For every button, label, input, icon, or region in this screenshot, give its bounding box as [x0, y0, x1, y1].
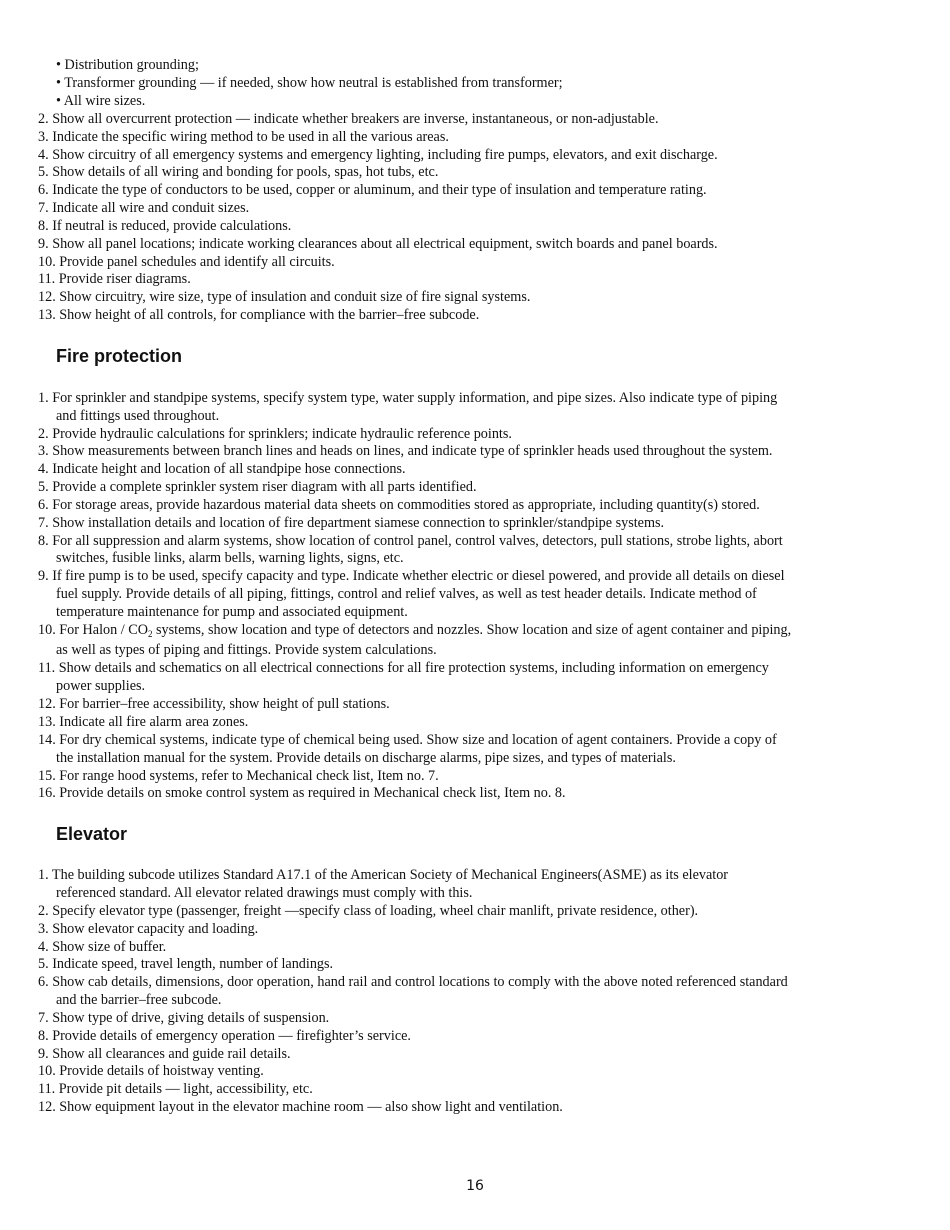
list-item: 1. The building subcode utilizes Standard A17.1 of the American Society of Mechanical Engineers(ASME) as its elevator — [38, 867, 729, 883]
list-item: 9. If fire pump is to be used, specify capacity and type. Indicate whether electric or diesel powered, and provide all details on diesel — [38, 568, 785, 584]
list-item: 12. Show equipment layout in the elevator machine room — also show light and ventilation. — [38, 1099, 563, 1115]
section-heading-fire-protection: Fire protection — [56, 346, 183, 366]
list-item: 8. If neutral is reduced, provide calculations. — [38, 218, 292, 234]
list-item: 5. Show details of all wiring and bonding for pools, spas, hot tubs, etc. — [38, 164, 439, 180]
list-item: 3. Show measurements between branch lines and heads on lines, and indicate type of sprinkler heads used throughout the system. — [38, 443, 773, 459]
list-item: 4. Show size of buffer. — [38, 939, 167, 955]
bullet-item: • All wire sizes. — [56, 93, 146, 109]
list-item-continuation: power supplies. — [56, 678, 146, 694]
list-item: 6. Show cab details, dimensions, door operation, hand rail and control locations to comply with the above noted referenced standard — [38, 974, 788, 990]
list-item: 2. Specify elevator type (passenger, freight —specify class of loading, wheel chair manlift, private residence, other). — [38, 903, 699, 919]
list-item: 14. For dry chemical systems, indicate type of chemical being used. Show size and location of agent containers. Provide a copy of — [38, 732, 777, 748]
list-item-continuation: switches, fusible links, alarm bells, warning lights, signs, etc. — [56, 550, 404, 566]
list-item: 13. Show height of all controls, for compliance with the barrier–free subcode. — [38, 307, 480, 323]
list-item: 8. Provide details of emergency operation — firefighter’s service. — [38, 1028, 411, 1044]
list-item: 8. For all suppression and alarm systems, show location of control panel, control valves, detectors, pull stations, strobe lights, abort — [38, 533, 783, 549]
list-item: 16. Provide details on smoke control system as required in Mechanical check list, Item no. 8. — [38, 785, 566, 801]
list-item: 9. Show all panel locations; indicate working clearances about all electrical equipment, switch boards and panel boards. — [38, 236, 718, 252]
list-item: 2. Show all overcurrent protection — indicate whether breakers are inverse, instantaneous, or non-adjustable. — [38, 111, 659, 127]
list-item: 7. Indicate all wire and conduit sizes. — [38, 200, 250, 216]
bullet-item: • Distribution grounding; — [56, 57, 199, 73]
list-item-continuation: temperature maintenance for pump and associated equipment. — [56, 604, 408, 620]
list-item: 15. For range hood systems, refer to Mechanical check list, Item no. 7. — [38, 768, 439, 784]
list-item: 11. Provide riser diagrams. — [38, 271, 191, 287]
subscript: 2 — [147, 629, 153, 639]
list-item — [38, 621, 791, 643]
list-item-continuation: the installation manual for the system. Provide details on discharge alarms, pipe sizes, and types of materials. — [56, 750, 676, 766]
list-item: 6. For storage areas, provide hazardous material data sheets on commodities stored as appropriate, including quantity(s) stored. — [38, 497, 760, 513]
list-item: 5. Indicate speed, travel length, number of landings. — [38, 956, 334, 972]
list-item: 7. Show installation details and location of fire department siamese connection to sprinkler/standpipe systems. — [38, 515, 665, 531]
list-item-text: 10. For Halon / CO — [38, 622, 148, 638]
section-heading-elevator: Elevator — [56, 824, 128, 844]
list-item: 11. Show details and schematics on all electrical connections for all fire protection systems, including information on emergency — [38, 660, 769, 676]
list-item: 10. Provide details of hoistway venting. — [38, 1063, 264, 1079]
list-item: 3. Indicate the specific wiring method to be used in all the various areas. — [38, 129, 449, 145]
list-item: 3. Show elevator capacity and loading. — [38, 921, 259, 937]
list-item-continuation: as well as types of piping and fittings. Provide system calculations. — [56, 642, 437, 658]
list-item: 10. Provide panel schedules and identify all circuits. — [38, 254, 335, 270]
list-item-text: systems, show location and type of detectors and nozzles. Show location and size of agent container and piping, — [152, 622, 792, 638]
list-item-continuation: and fittings used throughout. — [56, 408, 220, 424]
page-number: 16 — [466, 1178, 484, 1194]
list-item: 9. Show all clearances and guide rail details. — [38, 1046, 291, 1062]
list-item: 13. Indicate all fire alarm area zones. — [38, 714, 249, 730]
list-item: 4. Show circuitry of all emergency systems and emergency lighting, including fire pumps, elevators, and exit discharge. — [38, 147, 718, 163]
list-item: 11. Provide pit details — light, accessibility, etc. — [38, 1081, 313, 1097]
list-item: 1. For sprinkler and standpipe systems, specify system type, water supply information, and pipe sizes. Also indicate type of piping — [38, 390, 778, 406]
list-item-continuation: referenced standard. All elevator related drawings must comply with this. — [56, 885, 473, 901]
list-item: 5. Provide a complete sprinkler system riser diagram with all parts identified. — [38, 479, 477, 495]
list-item-continuation: fuel supply. Provide details of all piping, fittings, control and relief valves, as well as test header details. Indicate method of — [56, 586, 757, 602]
list-item: 12. Show circuitry, wire size, type of insulation and conduit size of fire signal systems. — [38, 289, 531, 305]
list-item: 7. Show type of drive, giving details of suspension. — [38, 1010, 330, 1026]
bullet-item: • Transformer grounding — if needed, show how neutral is established from transformer; — [56, 75, 563, 91]
list-item: 6. Indicate the type of conductors to be used, copper or aluminum, and their type of insulation and temperature rating. — [38, 182, 707, 198]
list-item: 12. For barrier–free accessibility, show height of pull stations. — [38, 696, 390, 712]
list-item: 2. Provide hydraulic calculations for sprinklers; indicate hydraulic reference points. — [38, 426, 512, 442]
list-item-continuation: and the barrier–free subcode. — [56, 992, 222, 1008]
list-item: 4. Indicate height and location of all standpipe hose connections. — [38, 461, 406, 477]
